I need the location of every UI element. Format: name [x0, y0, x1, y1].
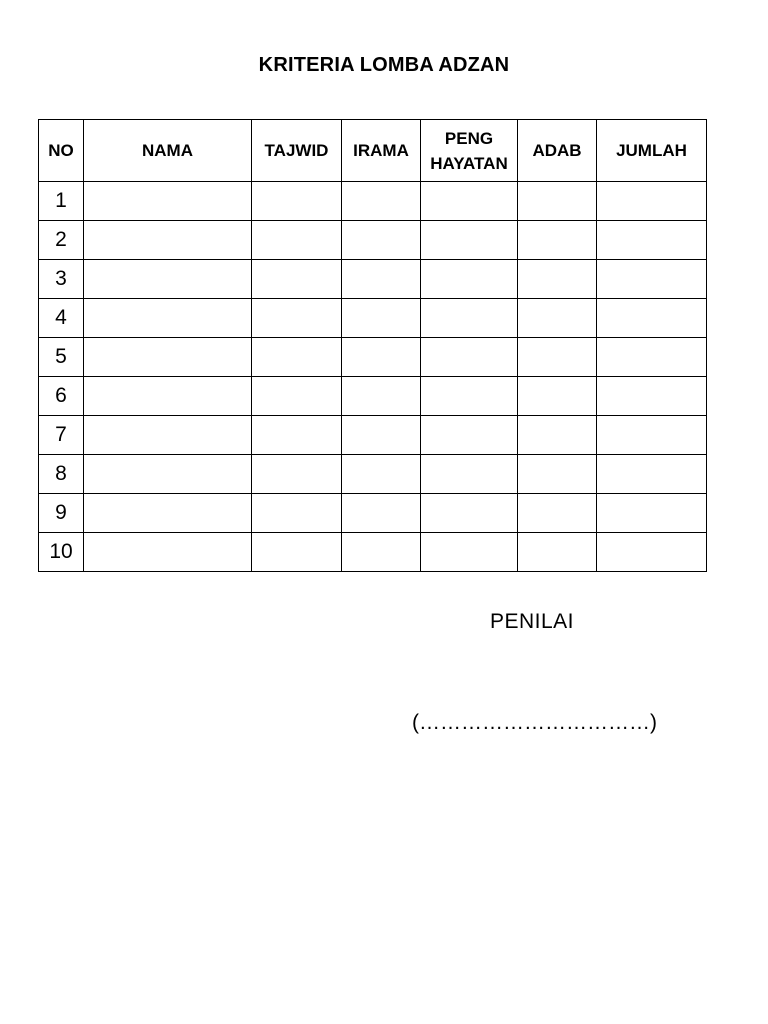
irama-cell[interactable]: [342, 182, 421, 221]
adab-cell[interactable]: [518, 299, 597, 338]
row-number: 10: [39, 533, 84, 572]
table-row: [39, 377, 707, 416]
jumlah-cell[interactable]: [597, 377, 707, 416]
penghayatan-cell[interactable]: [421, 338, 518, 377]
penghayatan-cell[interactable]: [421, 494, 518, 533]
adab-cell[interactable]: [518, 416, 597, 455]
penghayatan-cell[interactable]: [421, 377, 518, 416]
nama-cell[interactable]: [84, 338, 252, 377]
irama-cell[interactable]: [342, 221, 421, 260]
irama-cell[interactable]: [342, 416, 421, 455]
nama-cell[interactable]: [84, 260, 252, 299]
row-number: 7: [39, 416, 84, 455]
irama-cell[interactable]: [342, 377, 421, 416]
header-penghayatan-line2: HAYATAN: [430, 153, 508, 173]
jumlah-cell[interactable]: [597, 182, 707, 221]
row-number: 8: [39, 455, 84, 494]
nama-cell[interactable]: [84, 455, 252, 494]
signature-placeholder: (……………………………): [412, 711, 657, 734]
tajwid-cell[interactable]: [252, 338, 342, 377]
jumlah-cell[interactable]: [597, 455, 707, 494]
nama-cell[interactable]: [84, 182, 252, 221]
adab-cell[interactable]: [518, 182, 597, 221]
irama-cell[interactable]: [342, 260, 421, 299]
table-row: [39, 221, 707, 260]
jumlah-cell[interactable]: [597, 338, 707, 377]
jumlah-cell[interactable]: [597, 533, 707, 572]
penghayatan-cell[interactable]: [421, 455, 518, 494]
page-title: KRITERIA LOMBA ADZAN: [258, 54, 510, 76]
header-tajwid: TAJWID: [252, 120, 342, 182]
table-row: [39, 299, 707, 338]
header-penghayatan: [421, 120, 518, 182]
row-number: 3: [39, 260, 84, 299]
adab-cell[interactable]: [518, 533, 597, 572]
adab-cell[interactable]: [518, 221, 597, 260]
penghayatan-cell[interactable]: [421, 299, 518, 338]
table-row: [39, 182, 707, 221]
table-row: [39, 494, 707, 533]
header-jumlah: JUMLAH: [597, 120, 707, 182]
row-number: 9: [39, 494, 84, 533]
header-nama: NAMA: [84, 120, 252, 182]
penghayatan-cell[interactable]: [421, 533, 518, 572]
table-row: [39, 455, 707, 494]
irama-cell[interactable]: [342, 299, 421, 338]
header-irama: IRAMA: [342, 120, 421, 182]
jumlah-cell[interactable]: [597, 260, 707, 299]
tajwid-cell[interactable]: [252, 416, 342, 455]
table-row: [39, 338, 707, 377]
nama-cell[interactable]: [84, 533, 252, 572]
adab-cell[interactable]: [518, 338, 597, 377]
adab-cell[interactable]: [518, 494, 597, 533]
jumlah-cell[interactable]: [597, 299, 707, 338]
row-number: 1: [39, 182, 84, 221]
table-body: [39, 182, 707, 572]
penghayatan-cell[interactable]: [421, 221, 518, 260]
adab-cell[interactable]: [518, 377, 597, 416]
table-row: [39, 260, 707, 299]
jumlah-cell[interactable]: [597, 221, 707, 260]
penghayatan-cell[interactable]: [421, 416, 518, 455]
header-row: [39, 120, 707, 182]
nama-cell[interactable]: [84, 377, 252, 416]
tajwid-cell[interactable]: [252, 221, 342, 260]
adab-cell[interactable]: [518, 260, 597, 299]
scoring-table: [38, 119, 707, 572]
tajwid-cell[interactable]: [252, 455, 342, 494]
irama-cell[interactable]: [342, 533, 421, 572]
adab-cell[interactable]: [518, 455, 597, 494]
row-number: 4: [39, 299, 84, 338]
nama-cell[interactable]: [84, 416, 252, 455]
header-adab: ADAB: [518, 120, 597, 182]
tajwid-cell[interactable]: [252, 299, 342, 338]
penghayatan-cell[interactable]: [421, 182, 518, 221]
jumlah-cell[interactable]: [597, 494, 707, 533]
tajwid-cell[interactable]: [252, 377, 342, 416]
header-penghayatan-line1: PENG: [444, 128, 494, 148]
table-header: [39, 120, 707, 182]
tajwid-cell[interactable]: [252, 533, 342, 572]
tajwid-cell[interactable]: [252, 494, 342, 533]
nama-cell[interactable]: [84, 494, 252, 533]
irama-cell[interactable]: [342, 494, 421, 533]
nama-cell[interactable]: [84, 299, 252, 338]
irama-cell[interactable]: [342, 338, 421, 377]
penghayatan-cell[interactable]: [421, 260, 518, 299]
row-number: 6: [39, 377, 84, 416]
row-number: 2: [39, 221, 84, 260]
table-row: [39, 533, 707, 572]
nama-cell[interactable]: [84, 221, 252, 260]
jumlah-cell[interactable]: [597, 416, 707, 455]
penilai-label: PENILAI: [489, 610, 575, 633]
tajwid-cell[interactable]: [252, 182, 342, 221]
irama-cell[interactable]: [342, 455, 421, 494]
row-number: 5: [39, 338, 84, 377]
tajwid-cell[interactable]: [252, 260, 342, 299]
table-row: [39, 416, 707, 455]
header-no: NO: [39, 120, 84, 182]
